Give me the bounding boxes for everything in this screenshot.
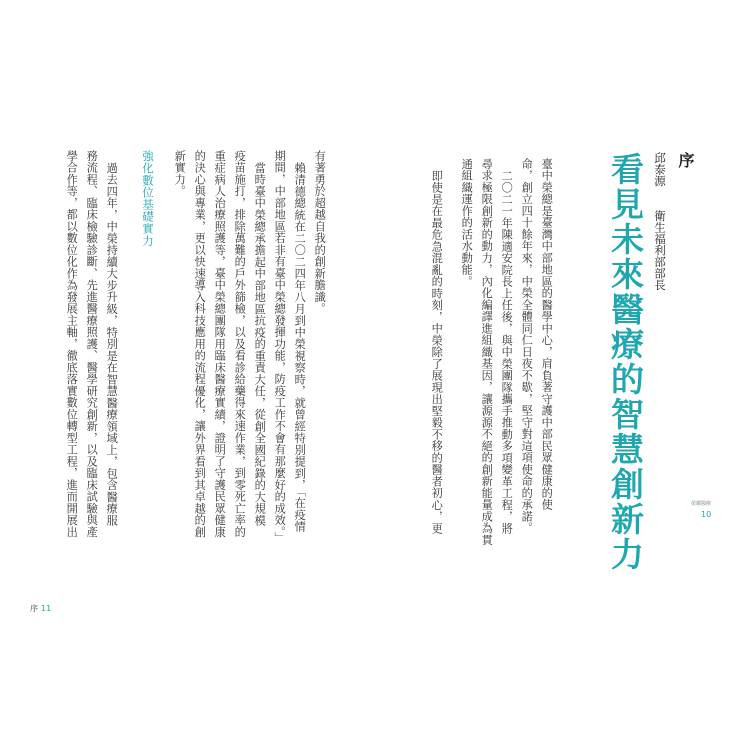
paragraph-line: 尋求極限創新的動力，內化編譯進組織基因，讓源源不絕的創新能量成為貫	[480, 158, 494, 546]
paragraph-line: 新實力。	[173, 150, 187, 197]
page-number: 10	[701, 510, 712, 519]
paragraph-line: 二〇二一年陳適安院長上任後，與中榮團隊攜手推動多項變革工程，將	[500, 170, 514, 535]
subheading: 強化數位基礎實力	[141, 150, 155, 247]
right-page	[375, 0, 750, 750]
paragraph-line: 通組織運作的活水動能。	[460, 158, 474, 288]
paragraph-line: 過去四年，中榮持續大步升級，特別是在智慧醫療領域上，包含醫療服	[105, 162, 119, 527]
folio-section: 序	[30, 604, 38, 613]
paragraph-line: 學合作等，都以數位化作為發展主軸，徹底落實數位轉型工程，進而開展出	[65, 150, 79, 538]
page-title: 看見未來醫療的智慧創新力	[606, 152, 645, 572]
paragraph-line: 疫苗施打，排除萬難的戶外篩檢，以及看診給藥得來速作業，到零死亡率的	[233, 150, 247, 538]
author-title: 衛生福利部部長	[653, 210, 667, 291]
paragraph-line: 命，創立四十餘年來，中榮全體同仁日夜不歇，堅守對這項使命的承諾。	[520, 158, 534, 534]
author-name: 邱泰源	[653, 152, 667, 187]
page-number: 11	[41, 604, 52, 613]
paragraph-line: 重症病人治療照護等，臺中榮總團隊用臨床醫療實績，證明了守護民眾健康	[213, 150, 227, 538]
paragraph-line: 當時臺中榮總承擔起中部地區抗疫的重責大任，從創全國紀錄的大規模	[253, 162, 267, 527]
paragraph-line: 賴清德總統在二〇二四年八月到中榮視察時，就曾經特別提到，「在疫情	[293, 162, 307, 533]
paragraph-line: 務流程、臨床檢驗診斷、先進醫療照護、醫學研究創新，以及臨床試驗與產	[85, 150, 99, 538]
paragraph-line: 期間，中部地區若非有臺中榮總發揮功能，防疫工作不會有那麼好的成效。」	[273, 150, 287, 544]
section-label: 序	[676, 152, 695, 168]
folio-label: 榮耀醫療	[691, 501, 712, 507]
paragraph-line: 有著勇於超越自我的創新膽識。	[313, 150, 327, 315]
paragraph-line: 臺中榮總是臺灣中部地區的醫學中心，肩負著守護中部民眾健康的使	[540, 158, 554, 511]
paragraph-line: 的決心與專業，更以快速導入科技應用的流程優化，讓外界看到其卓越的創	[193, 150, 207, 538]
paragraph-line: 即使是在最危急混亂的時刻，中榮除了展現出堅毅不移的醫者初心，更	[430, 170, 444, 535]
